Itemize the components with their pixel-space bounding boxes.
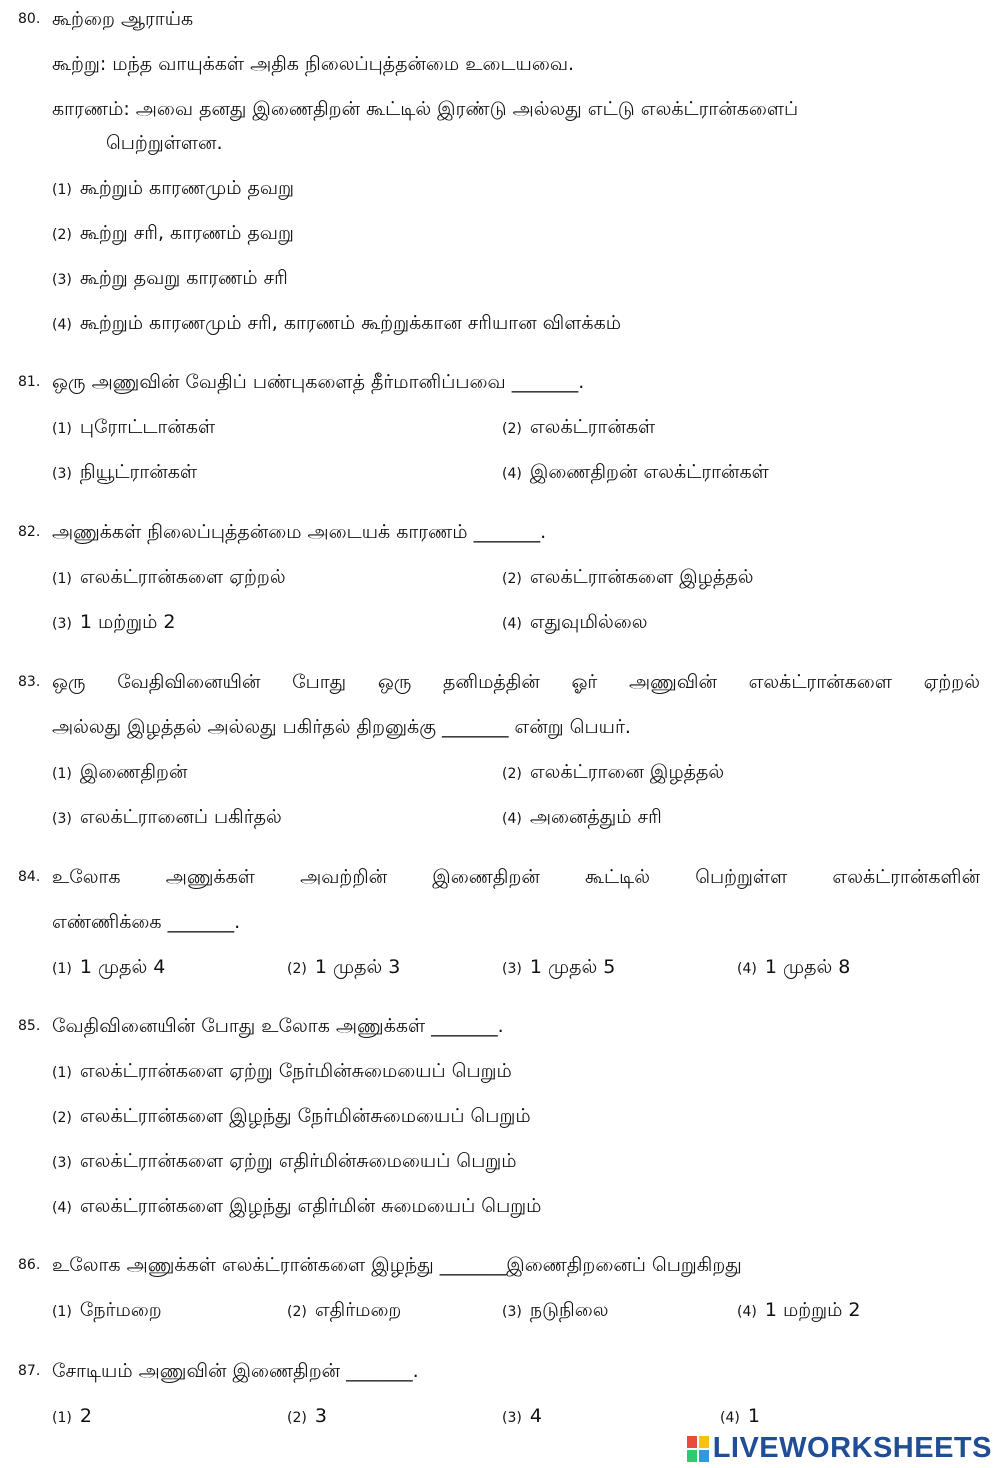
option-1[interactable] xyxy=(52,1403,92,1431)
option-number: (2) xyxy=(502,421,522,437)
option-text: 1 மற்றும் 2 xyxy=(79,611,176,633)
option-text: எலக்ட்ரானை இழத்தல் xyxy=(529,761,725,783)
option-text: இணைதிறன் xyxy=(79,761,188,783)
option-number: (1) xyxy=(52,421,72,437)
option-number: (1) xyxy=(52,182,72,198)
option-text: எலக்ட்ரான்களை ஏற்றல் xyxy=(79,566,286,588)
option-number: (1) xyxy=(52,766,72,782)
question-text: வேதிவினையின் போது உலோக அணுக்கள் _______. xyxy=(52,1015,504,1037)
option-number: (4) xyxy=(52,317,72,333)
option-2[interactable] xyxy=(502,564,754,592)
option-number: (3) xyxy=(52,1155,72,1171)
logo-square-red xyxy=(687,1436,697,1448)
option-4[interactable] xyxy=(52,310,621,338)
option-number: (3) xyxy=(502,1304,522,1320)
option-2[interactable] xyxy=(52,1103,531,1131)
option-number: (3) xyxy=(502,1410,522,1426)
option-4[interactable] xyxy=(502,609,648,637)
option-4[interactable] xyxy=(502,459,769,487)
option-text: நேர்மறை xyxy=(79,1299,162,1321)
option-text: எலக்ட்ரான்களை இழந்து நேர்மின்சுமையைப் பெறும் xyxy=(79,1105,531,1127)
option-1[interactable] xyxy=(52,414,215,442)
question-number: 86. xyxy=(18,1257,41,1273)
option-4[interactable] xyxy=(720,1403,760,1431)
option-1[interactable] xyxy=(52,175,294,203)
option-2[interactable] xyxy=(287,1403,327,1431)
option-number: (4) xyxy=(737,1304,757,1320)
option-text: நியூட்ரான்கள் xyxy=(79,461,197,483)
option-number: (4) xyxy=(502,466,522,482)
question-number: 87. xyxy=(18,1363,41,1379)
option-2[interactable] xyxy=(52,220,294,248)
question-text: பெற்றுள்ளன. xyxy=(106,132,223,154)
option-3[interactable] xyxy=(502,954,615,982)
option-text: எலக்ட்ரான்களை ஏற்று நேர்மின்சுமையைப் பெறும் xyxy=(79,1060,512,1082)
option-2[interactable] xyxy=(287,954,400,982)
question-text: காரணம்: அவை தனது இணைதிறன் கூட்டில் இரண்டு அல்லது எட்டு எலக்ட்ரான்களைப் xyxy=(52,98,799,120)
option-text: எலக்ட்ரான்களை இழந்து எதிர்மின் சுமையைப் பெறும் xyxy=(79,1195,542,1217)
option-number: (4) xyxy=(720,1410,740,1426)
option-3[interactable] xyxy=(52,609,176,637)
option-3[interactable] xyxy=(52,265,288,293)
question-text: சோடியம் அணுவின் இணைதிறன் _______. xyxy=(52,1360,419,1382)
question-number: 80. xyxy=(18,11,41,27)
option-text: 4 xyxy=(529,1405,542,1427)
option-number: (2) xyxy=(502,571,522,587)
option-1[interactable] xyxy=(52,564,286,592)
option-4[interactable] xyxy=(502,804,662,832)
option-number: (3) xyxy=(52,272,72,288)
question-text: அணுக்கள் நிலைப்புத்தன்மை அடையக் காரணம் _______. xyxy=(52,521,547,543)
option-text: கூற்றும் காரணமும் தவறு xyxy=(79,177,294,199)
option-number: (2) xyxy=(502,766,522,782)
option-text: 1 முதல் 8 xyxy=(764,956,851,978)
option-1[interactable] xyxy=(52,954,165,982)
option-text: புரோட்டான்கள் xyxy=(79,416,216,438)
option-number: (4) xyxy=(737,961,757,977)
option-4[interactable] xyxy=(737,954,850,982)
option-text: எலக்ட்ரானைப் பகிர்தல் xyxy=(79,806,282,828)
option-number: (2) xyxy=(287,961,307,977)
option-number: (1) xyxy=(52,1065,72,1081)
question-text: அல்லது இழத்தல் அல்லது பகிர்தல் திறனுக்கு _______ என்று பெயர். xyxy=(52,716,631,738)
option-2[interactable] xyxy=(502,759,724,787)
option-text: 1 xyxy=(747,1405,760,1427)
question-number: 83. xyxy=(18,674,41,690)
option-text: எதிர்மறை xyxy=(314,1299,402,1321)
option-text: இணைதிறன் எலக்ட்ரான்கள் xyxy=(529,461,769,483)
option-number: (3) xyxy=(52,811,72,827)
question-number: 84. xyxy=(18,869,41,885)
option-text: கூற்று தவறு காரணம் சரி xyxy=(79,267,288,289)
logo-icon xyxy=(687,1436,709,1462)
logo-square-yellow xyxy=(699,1436,709,1448)
option-text: 3 xyxy=(314,1405,327,1427)
option-text: 1 முதல் 3 xyxy=(314,956,401,978)
option-text: 1 முதல் 5 xyxy=(529,956,616,978)
option-number: (1) xyxy=(52,1410,72,1426)
option-1[interactable] xyxy=(52,1297,162,1325)
option-text: 2 xyxy=(79,1405,92,1427)
logo-square-blue xyxy=(699,1450,709,1462)
option-text: அனைத்தும் சரி xyxy=(529,806,662,828)
option-number: (1) xyxy=(52,961,72,977)
option-number: (2) xyxy=(52,1110,72,1126)
option-text: நடுநிலை xyxy=(529,1299,609,1321)
option-number: (4) xyxy=(502,811,522,827)
question-text: ஒரு வேதிவினையின் போது ஒரு தனிமத்தின் ஓர் அணுவின் எலக்ட்ரான்களை ஏற்றல் xyxy=(52,671,980,693)
option-2[interactable] xyxy=(502,414,655,442)
option-number: (4) xyxy=(502,616,522,632)
option-number: (4) xyxy=(52,1200,72,1216)
option-3[interactable] xyxy=(52,804,282,832)
option-number: (1) xyxy=(52,1304,72,1320)
option-number: (2) xyxy=(287,1410,307,1426)
option-3[interactable] xyxy=(52,459,197,487)
option-text: 1 மற்றும் 2 xyxy=(764,1299,861,1321)
question-text: ஒரு அணுவின் வேதிப் பண்புகளைத் தீர்மானிப்பவை _______. xyxy=(52,371,585,393)
option-4[interactable] xyxy=(737,1297,861,1325)
option-number: (3) xyxy=(52,466,72,482)
question-text: உலோக அணுக்கள் எலக்ட்ரான்களை இழந்து _______இணைதிறனைப் பெறுகிறது xyxy=(52,1254,742,1276)
option-number: (3) xyxy=(52,616,72,632)
option-number: (2) xyxy=(287,1304,307,1320)
option-text: எலக்ட்ரான்களை ஏற்று எதிர்மின்சுமையைப் பெறும் xyxy=(79,1150,517,1172)
option-4[interactable] xyxy=(52,1193,541,1221)
question-text: கூற்றை ஆராய்க xyxy=(52,8,194,30)
option-1[interactable] xyxy=(52,1058,512,1086)
question-text: கூற்று: மந்த வாயுக்கள் அதிக நிலைப்புத்தன்மை உடையவை. xyxy=(52,53,575,75)
option-text: எதுவுமில்லை xyxy=(529,611,648,633)
option-1[interactable] xyxy=(52,759,187,787)
option-3[interactable] xyxy=(502,1297,608,1325)
option-text: கூற்று சரி, காரணம் தவறு xyxy=(79,222,294,244)
option-3[interactable] xyxy=(52,1148,517,1176)
question-number: 82. xyxy=(18,524,41,540)
liveworksheets-logo xyxy=(687,1432,992,1465)
option-text: எலக்ட்ரான்கள் xyxy=(529,416,656,438)
option-3[interactable] xyxy=(502,1403,542,1431)
option-text: கூற்றும் காரணமும் சரி, காரணம் கூற்றுக்கான சரியான விளக்கம் xyxy=(79,312,622,334)
logo-square-green xyxy=(687,1450,697,1462)
option-text: எலக்ட்ரான்களை இழத்தல் xyxy=(529,566,754,588)
brand-name: LIVEWORKSHEETS xyxy=(712,1432,992,1464)
option-number: (1) xyxy=(52,571,72,587)
question-text: எண்ணிக்கை _______. xyxy=(52,911,241,933)
question-number: 81. xyxy=(18,374,41,390)
option-number: (2) xyxy=(52,227,72,243)
question-text: உலோக அணுக்கள் அவற்றின் இணைதிறன் கூட்டில் பெற்றுள்ள எலக்ட்ரான்களின் xyxy=(52,866,980,888)
option-2[interactable] xyxy=(287,1297,401,1325)
option-text: 1 முதல் 4 xyxy=(79,956,166,978)
question-number: 85. xyxy=(18,1018,41,1034)
option-number: (3) xyxy=(502,961,522,977)
